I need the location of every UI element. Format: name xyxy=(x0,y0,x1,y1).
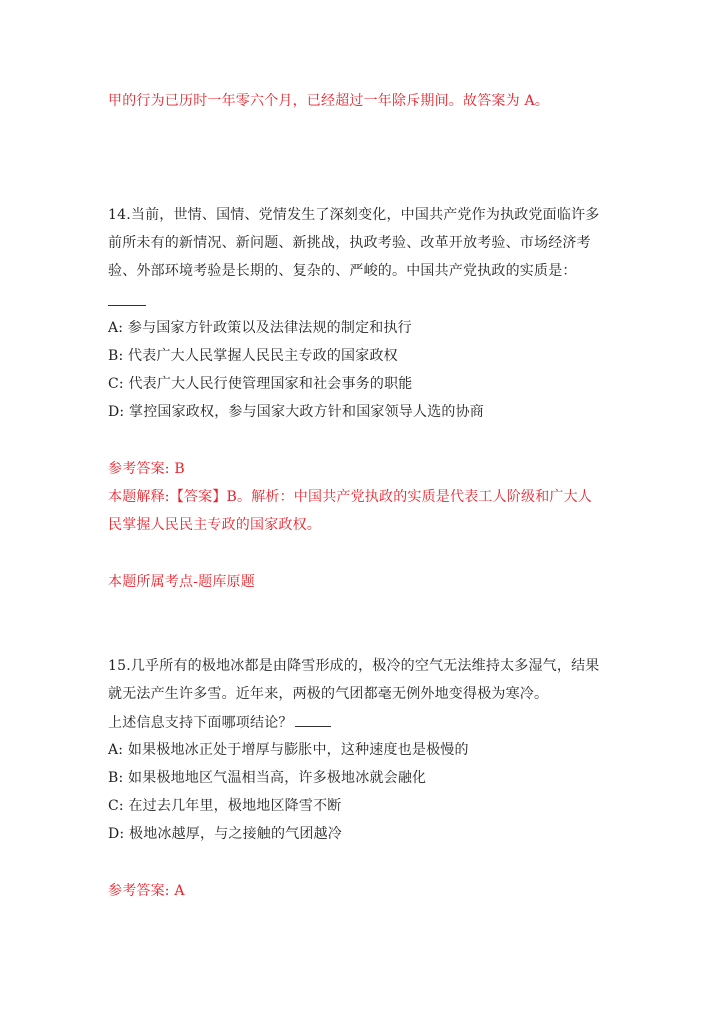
q14-option-a: A: 参与国家方针政策以及法律法规的制定和执行 xyxy=(108,320,412,336)
q15-option-a: A: 如果极地冰正处于增厚与膨胀中，这种速度也是极慢的 xyxy=(108,742,469,758)
q14-stem-line-3: 验、外部环境考验是长期的、复杂的、严峻的。中国共产党执政的实质是： xyxy=(108,263,577,279)
q14-explanation-line-2: 民掌握人民民主专政的国家政权。 xyxy=(108,517,321,533)
q14-stem-line-1: 14.当前，世情、国情、党情发生了深刻变化，中国共产党作为执政党面临许多 xyxy=(108,207,600,223)
q15-answer-blank xyxy=(295,712,331,727)
q14-stem-line-2: 前所未有的新情况、新问题、新挑战，执政考验、改革开放考验、市场经济考 xyxy=(108,235,591,251)
q15-prompt-line xyxy=(108,712,331,733)
q15-option-c: C: 在过去几年里，极地地区降雪不断 xyxy=(108,798,342,814)
q15-stem-line-1: 15.几乎所有的极地冰都是由降雪形成的，极冷的空气无法维持太多湿气，结果 xyxy=(108,658,600,674)
q14-option-b: B: 代表广大人民掌握人民民主专政的国家政权 xyxy=(108,348,398,364)
q15-stem-line-2: 就无法产生许多雪。近年来，两极的气团都毫无例外地变得极为寒冷。 xyxy=(108,686,549,702)
q15-answer: 参考答案: A xyxy=(108,883,185,899)
q15-option-d: D: 极地冰越厚，与之接触的气团越冷 xyxy=(108,826,342,842)
q14-topic: 本题所属考点-题库原题 xyxy=(108,574,255,590)
q14-answer-blank xyxy=(108,305,146,306)
q14-option-d: D: 掌控国家政权，参与国家大政方针和国家领导人选的协商 xyxy=(108,404,484,420)
q14-answer: 参考答案: B xyxy=(108,461,185,477)
q14-explanation-line-1: 本题解释:【答案】B。解析：中国共产党执政的实质是代表工人阶级和广大人 xyxy=(108,489,593,505)
previous-explanation-tail: 甲的行为已历时一年零六个月，已经超过一年除斥期间。故答案为 A。 xyxy=(108,93,549,109)
q15-prompt: 上述信息支持下面哪项结论？ xyxy=(108,715,293,731)
q14-option-c: C: 代表广大人民行使管理国家和社会事务的职能 xyxy=(108,376,413,392)
q15-option-b: B: 如果极地地区气温相当高，许多极地冰就会融化 xyxy=(108,770,427,786)
